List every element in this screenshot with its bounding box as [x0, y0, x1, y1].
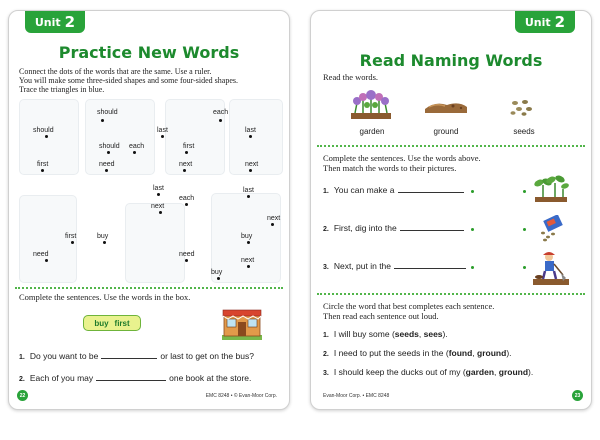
word-choice[interactable]: ground	[498, 367, 529, 377]
word-choice[interactable]: found	[448, 348, 473, 358]
instruction-line: Complete the sentences. Use the words above.	[323, 153, 481, 163]
sentence-text: Next, put in the	[333, 261, 392, 271]
sentence-1	[19, 351, 254, 361]
match-dot-right[interactable]	[523, 266, 526, 269]
answer-blank[interactable]	[96, 380, 166, 381]
sentence-text-before: I will buy some (	[333, 329, 395, 339]
picture-word-ground: ground	[433, 127, 459, 136]
match-dot-left[interactable]	[471, 190, 474, 193]
dot-word: each	[213, 109, 229, 116]
sentence-number: 2.	[323, 226, 329, 233]
dot-word: next	[179, 161, 193, 168]
dot[interactable]	[133, 151, 136, 154]
dot[interactable]	[105, 169, 108, 172]
dot[interactable]	[71, 241, 74, 244]
unit-tab	[515, 11, 575, 33]
dot[interactable]	[247, 265, 250, 268]
answer-blank[interactable]	[398, 192, 464, 193]
dot-word: should	[33, 127, 54, 134]
sentence-text: First, dig into the	[333, 223, 397, 233]
right-page	[310, 10, 592, 410]
instruction-line: Then match the words to their pictures.	[323, 163, 457, 173]
left-page	[8, 10, 290, 410]
choice-separator: ,	[494, 367, 499, 377]
page-footer: Evan-Moor Corp. • EMC 8248	[323, 393, 390, 399]
dot-word: next	[241, 257, 255, 264]
circle-sentence-2	[323, 348, 512, 358]
ground-picture	[423, 97, 469, 115]
match-dot-right[interactable]	[523, 190, 526, 193]
sentence-number: 3.	[323, 264, 329, 271]
instruction-line: You will make some three-sided shapes and some four-sided shapes.	[19, 76, 238, 85]
dot-word: next	[267, 215, 281, 222]
section-divider	[15, 287, 283, 289]
dot-word: last	[243, 187, 254, 194]
word-box	[83, 315, 141, 331]
dot[interactable]	[185, 151, 188, 154]
answer-blank[interactable]	[400, 230, 464, 231]
word-box-item: first	[114, 318, 130, 328]
dot[interactable]	[185, 203, 188, 206]
match-sentence-3	[323, 261, 469, 271]
instruction-line: Then read each sentence out loud.	[323, 311, 439, 321]
dot[interactable]	[45, 259, 48, 262]
dot[interactable]	[185, 259, 188, 262]
instruction-line: Circle the word that best completes each sentence.	[323, 301, 495, 311]
answer-blank[interactable]	[101, 358, 157, 359]
dot-word: each	[179, 195, 195, 202]
unit-tab	[25, 11, 85, 33]
match-sentence-2	[323, 223, 467, 233]
choice-separator: ,	[472, 348, 478, 358]
dot-word: last	[153, 185, 164, 192]
dot[interactable]	[103, 241, 106, 244]
dot-word: next	[151, 203, 165, 210]
circle-sentence-1	[323, 329, 448, 339]
dot-word: should	[97, 109, 118, 116]
sentence-2	[19, 373, 251, 383]
seedling-picture	[533, 173, 569, 203]
store-illustration	[221, 305, 263, 341]
sentence-text-after: ).	[442, 329, 448, 339]
unit-number: 2	[64, 13, 76, 31]
sentence-text-after: one book at the store.	[169, 373, 252, 383]
read-instruction: Read the words.	[323, 72, 379, 82]
match-dot-right[interactable]	[523, 228, 526, 231]
dot-word: last	[157, 127, 168, 134]
sentence-text-before: Each of you may	[29, 373, 94, 383]
unit-label: Unit	[34, 15, 61, 29]
dot[interactable]	[249, 135, 252, 138]
section-divider	[317, 145, 585, 147]
match-sentence-1	[323, 185, 467, 195]
dot-word: each	[129, 143, 145, 150]
dot[interactable]	[45, 135, 48, 138]
sentence-text-before: Do you want to be	[29, 351, 99, 361]
shape-outline	[19, 99, 79, 175]
dot[interactable]	[249, 169, 252, 172]
dot[interactable]	[101, 119, 104, 122]
dot[interactable]	[107, 151, 110, 154]
sentence-number: 1.	[323, 332, 329, 339]
sentence-number: 1.	[19, 354, 25, 361]
dot[interactable]	[271, 223, 274, 226]
section-divider	[317, 293, 585, 295]
circle-sentence-3	[323, 367, 533, 377]
instructions	[19, 67, 238, 94]
dot-word: buy	[97, 233, 109, 240]
dot[interactable]	[157, 193, 160, 196]
dot[interactable]	[159, 211, 162, 214]
answer-blank[interactable]	[394, 268, 466, 269]
sentence-number: 1.	[323, 188, 329, 195]
sentence-text-after: ).	[528, 367, 534, 377]
sentence-text-after: or last to get on the bus?	[160, 351, 254, 361]
page-number-badge: 22	[17, 390, 28, 401]
unit-number: 2	[554, 13, 566, 31]
seeds-picture	[507, 97, 537, 117]
seed-packet-picture	[537, 215, 567, 243]
picture-word-garden: garden	[359, 127, 385, 136]
match-dot-left[interactable]	[471, 266, 474, 269]
dot-word: first	[37, 161, 49, 168]
dot-word: first	[183, 143, 195, 150]
sentence-text-before: I should keep the ducks out of my (	[333, 367, 466, 377]
dot-to-dot-area	[15, 97, 285, 285]
sentence-number: 2.	[323, 351, 329, 358]
dot-word: need	[99, 161, 115, 168]
dot-word: need	[33, 251, 49, 258]
dot[interactable]	[41, 169, 44, 172]
word-box-item: buy	[94, 318, 109, 328]
dot[interactable]	[219, 119, 222, 122]
dot-word: should	[99, 143, 120, 150]
word-choice[interactable]: sees	[423, 329, 443, 339]
sentence-number: 3.	[323, 370, 329, 377]
page-title: Practice New Words	[58, 43, 240, 62]
match-instructions	[323, 153, 481, 173]
instruction-line: Connect the dots of the words that are the same. Use a ruler.	[19, 67, 212, 76]
dot-word: buy	[211, 269, 223, 276]
sentence-text-before: I need to put the seeds in the (	[333, 348, 449, 358]
unit-label: Unit	[524, 15, 551, 29]
picture-word-seeds: seeds	[513, 127, 535, 136]
dot[interactable]	[247, 195, 250, 198]
sentence-text-after: ).	[506, 348, 512, 358]
dot[interactable]	[161, 135, 164, 138]
page-title: Read Naming Words	[359, 51, 543, 70]
dot-word: next	[245, 161, 259, 168]
sentence-text: You can make a	[333, 185, 395, 195]
shape-outline	[125, 203, 185, 283]
dot-word: last	[245, 127, 256, 134]
circle-instructions	[323, 301, 494, 321]
dot[interactable]	[183, 169, 186, 172]
dot-word: need	[179, 251, 195, 258]
choice-separator: ,	[418, 329, 424, 339]
shape-outline	[85, 99, 155, 175]
word-choice[interactable]: ground	[477, 348, 507, 358]
instruction-line: Trace the triangles in blue.	[19, 85, 105, 94]
dot-word: first	[65, 233, 77, 240]
page-footer: EMC 8248 • © Evan-Moor Corp.	[205, 393, 277, 399]
dot[interactable]	[247, 241, 250, 244]
dot-word: buy	[241, 233, 253, 240]
word-choice[interactable]: garden	[465, 367, 495, 377]
digging-picture	[533, 251, 569, 285]
sentence-instruction: Complete the sentences. Use the words in the box.	[19, 292, 191, 302]
page-number-badge: 23	[572, 390, 583, 401]
garden-picture	[349, 87, 393, 121]
word-choice[interactable]: seeds	[394, 329, 419, 339]
match-dot-left[interactable]	[471, 228, 474, 231]
sentence-number: 2.	[19, 376, 25, 383]
dot[interactable]	[217, 277, 220, 280]
